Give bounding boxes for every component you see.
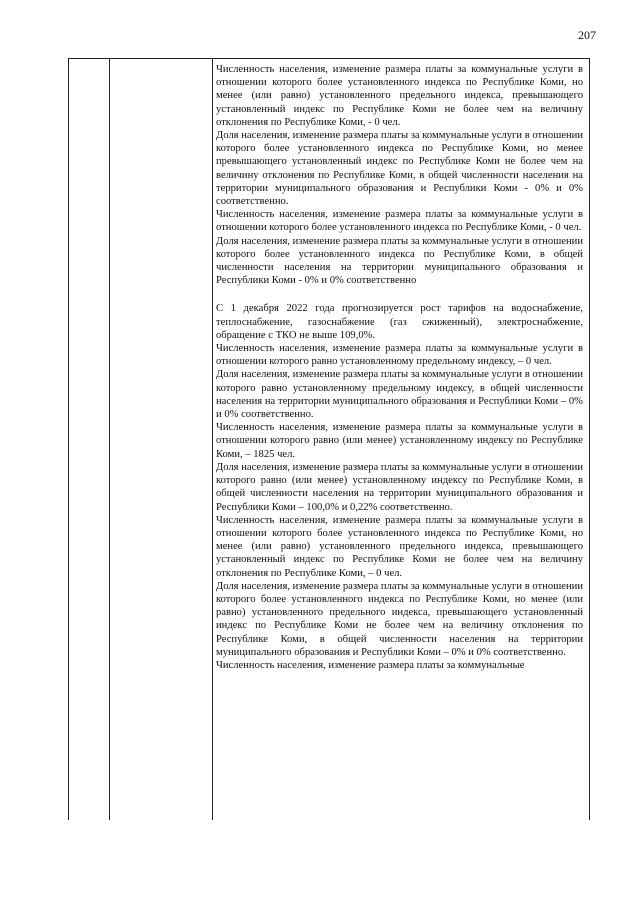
column-divider-2 bbox=[212, 59, 213, 820]
document-table bbox=[68, 58, 590, 820]
paragraph: Доля населения, изменение размера платы за коммунальные услуги в отношении которого равно (или менее) установленному индексу по Республике Коми, в общей численности населения на территории муниципального образования и Республики Коми – 100,0% и 0,22% соответственно. bbox=[216, 461, 583, 513]
column-divider-1 bbox=[109, 59, 110, 820]
paragraph: Численность населения, изменение размера платы за коммунальные услуги в отношении которого равно установленному предельному индексу, – 0 чел. bbox=[216, 343, 583, 368]
paragraph: Численность населения, изменение размера платы за коммунальные услуги в отношении которого более установленного индекса по Республике Коми, но менее (или равно) установленного предельного индекса, превышающего установленный индекс по Республике Коми не более чем на величину отклонения по Республике Коми, - 0 чел. bbox=[216, 64, 583, 128]
paragraph: Численность населения, изменение размера платы за коммунальные услуги в отношении которого более установленного индекса по Республике Коми, но менее (или равно) установленного предельного индекса, превышающего установленный индекс по Республике Коми не более чем на величину отклонения по Республике Коми, – 0 чел. bbox=[216, 514, 583, 579]
paragraph: Доля населения, изменение размера платы за коммунальные услуги в отношении которого более установленного индекса по Республике Коми, в общей численности населения на территории муниципального образования и Республики Коми - 0% и 0% соответственно bbox=[216, 235, 583, 287]
paragraph: С 1 декабря 2022 года прогнозируется рост тарифов на водоснабжение, теплоснабжение, газоснабжение (газ сжиженный), электроснабжение, обращение с ТКО не выше 109,0%. bbox=[216, 303, 583, 341]
paragraph: Доля населения, изменение размера платы за коммунальные услуги в отношении которого более установленного индекса по Республике Коми, но менее превышающего установленный индекс по Республике Коми не более чем на величину отклонения по Республике Коми, в общей численности населения на территории муниципального образования и Республики Коми - 0% и 0% соответственно. bbox=[216, 130, 583, 208]
paragraph: Численность населения, изменение размера платы за коммунальные услуги в отношении которого более установленного индекса по Республике Коми, - 0 чел. bbox=[216, 209, 583, 234]
paragraph: Доля населения, изменение размера платы за коммунальные услуги в отношении которого равно установленному предельному индексу, в общей численности населения на территории муниципального образования и Республики Коми – 0% и 0% соответственно. bbox=[216, 369, 583, 421]
paragraph: Численность населения, изменение размера платы за коммунальные услуги в отношении которого равно (или менее) установленному индексу по Республике Коми, – 1825 чел. bbox=[216, 422, 583, 460]
paragraph: Численность населения, изменение размера платы за коммунальные bbox=[216, 659, 525, 671]
page-number: 207 bbox=[578, 28, 596, 42]
table-text-cell bbox=[216, 63, 583, 672]
paragraph: Доля населения, изменение размера платы за коммунальные услуги в отношении которого более установленного индекса по Республике Коми, но менее (или равно) установленного предельного индекса, превышающего установленный индекс по Республике Коми не более чем на величину отклонения по Республике Коми, в общей численности населения на территории муниципального образования и Республики Коми – 0% и 0% соответственно. bbox=[216, 580, 583, 658]
paragraph-gap bbox=[216, 287, 583, 302]
